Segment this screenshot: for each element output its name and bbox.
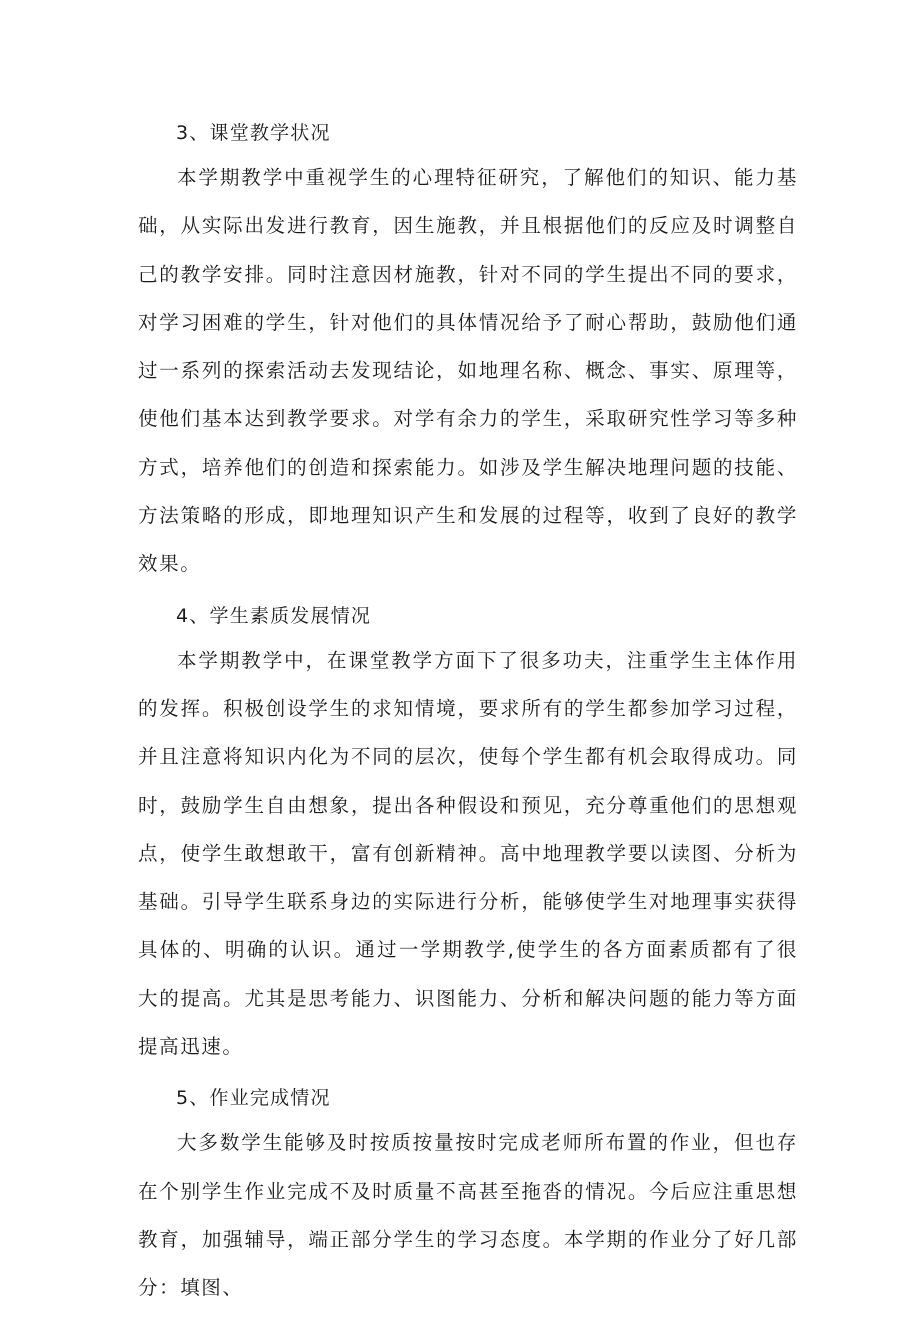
document-body	[138, 112, 798, 1319]
section-heading-classroom-teaching: 3、课堂教学状况	[176, 122, 331, 144]
section-paragraph-homework: 大多数学生能够及时按质按量按时完成老师所布置的作业，但也存在个别学生作业完成不及时质量不高甚至拖沓的情况。今后应注重思想教育，加强辅导，端正部分学生的学习态度。本学期的作业分了好几部分：填图、	[138, 1131, 798, 1300]
section-heading-student-development: 4、学生素质发展情况	[176, 604, 372, 627]
section-paragraph-classroom-teaching: 本学期教学中重视学生的心理特征研究，了解他们的知识、能力基础，从实际出发进行教育，因生施教，并且根据他们的反应及时调整自己的教学安排。同时注意因材施教，针对不同的学生提出不同的要求，对学习困难的学生，针对他们的具体情况给予了耐心帮助，鼓励他们通过一系列的探索活动去发现结论，如地理名称、概念、事实、原理等，使他们基本达到教学要求。对学有余力的学生，采取研究性学习等多种方式，培养他们的创造和探索能力。如涉及学生解决地理问题的技能、方法策略的形成，即地理知识产生和发展的过程等，收到了良好的教学效果。	[138, 166, 798, 576]
section-heading-homework: 5、作业完成情况	[176, 1087, 331, 1110]
section-paragraph-student-development: 本学期教学中，在课堂教学方面下了很多功夫，注重学生主体作用的发挥。积极创设学生的求知情境，要求所有的学生都参加学习过程，并且注意将知识内化为不同的层次，使每个学生都有机会取得成功。同时，鼓励学生自由想象，提出各种假设和预见，充分尊重他们的思想观点，使学生敢想敢干，富有创新精神。高中地理教学要以读图、分析为基础。引导学生联系身边的实际进行分析，能够使学生对地理事实获得具体的、明确的认识。通过一学期教学,使学生的各方面素质都有了很大的提高。尤其是思考能力、识图能力、分析和解决问题的能力等方面提高迅速。	[138, 648, 798, 1059]
